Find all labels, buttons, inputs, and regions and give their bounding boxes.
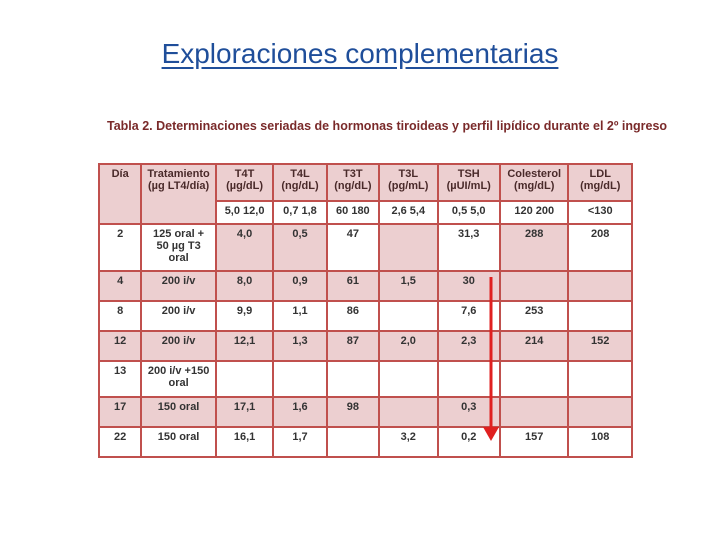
value-cell: 98 bbox=[327, 397, 379, 427]
data-table bbox=[98, 163, 633, 458]
value-cell: 152 bbox=[568, 331, 632, 361]
reference-cell: 0,5 5,0 bbox=[438, 201, 500, 224]
dia-cell: 17 bbox=[99, 397, 141, 427]
value-cell bbox=[568, 397, 632, 427]
table-row bbox=[99, 361, 632, 397]
value-cell: 1,5 bbox=[379, 271, 437, 301]
dia-cell: 2 bbox=[99, 224, 141, 271]
value-cell: 1,7 bbox=[273, 427, 326, 457]
value-cell: 1,6 bbox=[273, 397, 326, 427]
value-cell: 157 bbox=[500, 427, 569, 457]
value-cell bbox=[327, 361, 379, 397]
value-cell bbox=[327, 427, 379, 457]
dia-cell: 13 bbox=[99, 361, 141, 397]
value-cell: 2,3 bbox=[438, 331, 500, 361]
reference-cell: 0,7 1,8 bbox=[273, 201, 326, 224]
value-cell: 288 bbox=[500, 224, 569, 271]
treatment-cell: 200 i/v +150 oral bbox=[141, 361, 216, 397]
reference-cell: 2,6 5,4 bbox=[379, 201, 437, 224]
value-cell: 61 bbox=[327, 271, 379, 301]
treatment-cell: 200 i/v bbox=[141, 331, 216, 361]
reference-cell: 60 180 bbox=[327, 201, 379, 224]
value-cell bbox=[379, 301, 437, 331]
table-row bbox=[99, 397, 632, 427]
value-cell: 208 bbox=[568, 224, 632, 271]
header-row bbox=[99, 164, 632, 201]
header-cell: T4T (µg/dL) bbox=[216, 164, 273, 201]
value-cell: 47 bbox=[327, 224, 379, 271]
value-cell: 17,1 bbox=[216, 397, 273, 427]
table-row bbox=[99, 427, 632, 457]
value-cell bbox=[568, 301, 632, 331]
value-cell: 0,3 bbox=[438, 397, 500, 427]
header-cell: Colesterol (mg/dL) bbox=[500, 164, 569, 201]
reference-cell: 120 200 bbox=[500, 201, 569, 224]
header-cell: T4L (ng/dL) bbox=[273, 164, 326, 201]
table-row bbox=[99, 271, 632, 301]
treatment-cell: 200 i/v bbox=[141, 301, 216, 331]
value-cell: 31,3 bbox=[438, 224, 500, 271]
value-cell: 253 bbox=[500, 301, 569, 331]
treatment-cell: 150 oral bbox=[141, 427, 216, 457]
value-cell: 16,1 bbox=[216, 427, 273, 457]
value-cell: 87 bbox=[327, 331, 379, 361]
value-cell: 214 bbox=[500, 331, 569, 361]
value-cell bbox=[379, 361, 437, 397]
treatment-cell: 125 oral + 50 µg T3 oral bbox=[141, 224, 216, 271]
down-arrow-icon bbox=[482, 277, 500, 443]
value-cell: 4,0 bbox=[216, 224, 273, 271]
header-cell: Día bbox=[99, 164, 141, 224]
value-cell bbox=[568, 361, 632, 397]
value-cell: 1,1 bbox=[273, 301, 326, 331]
table-caption: Tabla 2. Determinaciones seriadas de hormonas tiroideas y perfil lipídico durante el 2º ingreso bbox=[107, 119, 668, 133]
table-row bbox=[99, 224, 632, 271]
dia-cell: 8 bbox=[99, 301, 141, 331]
dia-cell: 12 bbox=[99, 331, 141, 361]
header-cell: LDL (mg/dL) bbox=[568, 164, 632, 201]
value-cell: 0,5 bbox=[273, 224, 326, 271]
dia-cell: 22 bbox=[99, 427, 141, 457]
header-cell: Tratamiento (µg LT4/día) bbox=[141, 164, 216, 224]
table-row bbox=[99, 301, 632, 331]
treatment-cell: 150 oral bbox=[141, 397, 216, 427]
value-cell bbox=[568, 271, 632, 301]
value-cell: 12,1 bbox=[216, 331, 273, 361]
value-cell: 0,2 bbox=[438, 427, 500, 457]
value-cell: 2,0 bbox=[379, 331, 437, 361]
value-cell bbox=[379, 397, 437, 427]
hormone-lipid-table bbox=[98, 163, 633, 456]
header-cell: T3T (ng/dL) bbox=[327, 164, 379, 201]
table-row bbox=[99, 331, 632, 361]
value-cell: 3,2 bbox=[379, 427, 437, 457]
value-cell: 86 bbox=[327, 301, 379, 331]
dia-cell: 4 bbox=[99, 271, 141, 301]
value-cell: 8,0 bbox=[216, 271, 273, 301]
value-cell: 9,9 bbox=[216, 301, 273, 331]
header-cell: TSH (µUI/mL) bbox=[438, 164, 500, 201]
value-cell: 30 bbox=[438, 271, 500, 301]
value-cell bbox=[500, 397, 569, 427]
reference-cell: 5,0 12,0 bbox=[216, 201, 273, 224]
slide-title: Exploraciones complementarias bbox=[161, 38, 559, 69]
value-cell bbox=[216, 361, 273, 397]
value-cell bbox=[273, 361, 326, 397]
value-cell: 1,3 bbox=[273, 331, 326, 361]
value-cell bbox=[500, 361, 569, 397]
header-cell: T3L (pg/mL) bbox=[379, 164, 437, 201]
reference-cell: <130 bbox=[568, 201, 632, 224]
value-cell bbox=[379, 224, 437, 271]
value-cell: 108 bbox=[568, 427, 632, 457]
value-cell bbox=[500, 271, 569, 301]
treatment-cell: 200 i/v bbox=[141, 271, 216, 301]
value-cell: 0,9 bbox=[273, 271, 326, 301]
value-cell: 7,6 bbox=[438, 301, 500, 331]
